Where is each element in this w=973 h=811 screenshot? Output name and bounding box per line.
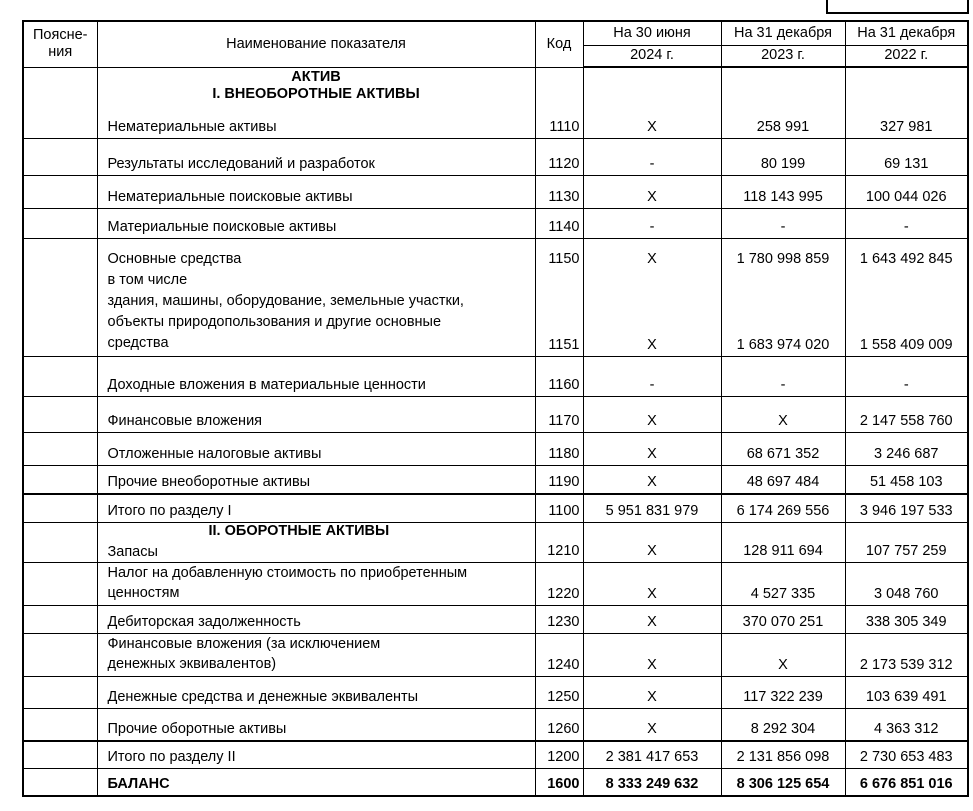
row-value-2024: - — [583, 357, 721, 397]
row-value-2024: - — [583, 208, 721, 238]
row-value-2023: 2 131 856 098 — [721, 741, 845, 769]
row-value-2022: 4 363 312 — [845, 709, 968, 741]
table-row — [23, 270, 968, 357]
row-name: Денежные средства и денежные эквиваленты — [97, 677, 535, 709]
row-code: 1140 — [535, 208, 583, 238]
row-value-2023: 258 991 — [721, 111, 845, 138]
header-col2: На 31 декабря — [721, 21, 845, 45]
row-value-2022: 69 131 — [845, 138, 968, 175]
row-value-2024: X — [583, 433, 721, 466]
row-value-2022: 3 946 197 533 — [845, 494, 968, 523]
row-name: Результаты исследований и разработок — [97, 138, 535, 175]
table-row — [23, 563, 968, 606]
top-frame-box — [826, 0, 969, 14]
row-value-2023: 6 174 269 556 — [721, 494, 845, 523]
row-value-2024: X — [583, 523, 721, 563]
header-col2-year: 2023 г. — [721, 45, 845, 67]
row-value-2022: 51 458 103 — [845, 466, 968, 494]
row-code: 1170 — [535, 397, 583, 433]
row-name: Нематериальные активы — [97, 111, 535, 138]
table-row — [23, 523, 968, 563]
row-code: 1100 — [535, 494, 583, 523]
row-value-2023: - — [721, 208, 845, 238]
header-row — [23, 21, 968, 45]
row-value-2023: 1 683 974 020 — [721, 270, 845, 357]
row-name: Финансовые вложения — [97, 397, 535, 433]
row-name: в том числе здания, машины, оборудование, земельные участки, объекты природопользования и другие основные средства — [97, 270, 535, 357]
row-name: Основные средства — [97, 238, 535, 270]
row-code: 1110 — [535, 111, 583, 138]
total-row-section2 — [23, 741, 968, 769]
table-row — [23, 238, 968, 270]
row-name: Материальные поисковые активы — [97, 208, 535, 238]
row-code: 1150 — [535, 238, 583, 270]
header-code: Код — [535, 21, 583, 67]
row-code: 1120 — [535, 138, 583, 175]
row-value-2024: X — [583, 606, 721, 634]
row-value-2023: - — [721, 357, 845, 397]
row-value-2024: X — [583, 677, 721, 709]
header-col1: На 30 июня — [583, 21, 721, 45]
row-code: 1200 — [535, 741, 583, 769]
header-name: Наименование показателя — [97, 21, 535, 67]
section-heading-row — [23, 67, 968, 111]
row-value-2022: 338 305 349 — [845, 606, 968, 634]
row-name: Отложенные налоговые активы — [97, 433, 535, 466]
row-value-2022: 2 730 653 483 — [845, 741, 968, 769]
section-title-noncurrent: I. ВНЕОБОРОТНЫЕ АКТИВЫ — [212, 85, 420, 102]
row-value-2022: 107 757 259 — [845, 523, 968, 563]
row-code: 1230 — [535, 606, 583, 634]
row-value-2022: 3 246 687 — [845, 433, 968, 466]
row-value-2022: 6 676 851 016 — [845, 769, 968, 796]
section-title-current: II. ОБОРОТНЫЕ АКТИВЫ — [208, 523, 390, 539]
table-row — [23, 433, 968, 466]
table-row — [23, 111, 968, 138]
row-code: 1151 — [535, 270, 583, 357]
row-code: 1250 — [535, 677, 583, 709]
table-row — [23, 634, 968, 677]
row-name: БАЛАНС — [97, 769, 535, 796]
row-value-2024: X — [583, 466, 721, 494]
header-col3: На 31 декабря — [845, 21, 968, 45]
header-col1-year: 2024 г. — [583, 45, 721, 67]
row-value-2023: 4 527 335 — [721, 563, 845, 606]
table-row — [23, 677, 968, 709]
row-value-2023: 1 780 998 859 — [721, 238, 845, 270]
row-name: Итого по разделу I — [97, 494, 535, 523]
row-value-2023: 68 671 352 — [721, 433, 845, 466]
row-code: 1600 — [535, 769, 583, 796]
table-row — [23, 208, 968, 238]
row-value-2023: 117 322 239 — [721, 677, 845, 709]
row-value-2024: - — [583, 138, 721, 175]
row-value-2022: - — [845, 357, 968, 397]
row-value-2024: 8 333 249 632 — [583, 769, 721, 796]
row-value-2022: 1 558 409 009 — [845, 270, 968, 357]
table-row — [23, 709, 968, 741]
table-row — [23, 175, 968, 208]
row-code: 1220 — [535, 563, 583, 606]
row-value-2024: X — [583, 175, 721, 208]
row-value-2024: 5 951 831 979 — [583, 494, 721, 523]
section-heading — [97, 67, 535, 111]
row-value-2023: 8 292 304 — [721, 709, 845, 741]
row-value-2024: X — [583, 563, 721, 606]
row-value-2023: 48 697 484 — [721, 466, 845, 494]
row-code: 1160 — [535, 357, 583, 397]
row-name: Запасы — [107, 544, 158, 560]
row-name: Нематериальные поисковые активы — [97, 175, 535, 208]
table-row — [23, 138, 968, 175]
row-value-2023: 128 911 694 — [721, 523, 845, 563]
row-value-2023: 8 306 125 654 — [721, 769, 845, 796]
header-col3-year: 2022 г. — [845, 45, 968, 67]
total-row-section1 — [23, 494, 968, 523]
row-value-2022: 2 147 558 760 — [845, 397, 968, 433]
row-value-2024: X — [583, 238, 721, 270]
section-title-asset: АКТИВ — [291, 68, 341, 85]
row-value-2022: 3 048 760 — [845, 563, 968, 606]
row-code: 1210 — [535, 523, 583, 563]
row-value-2023: 80 199 — [721, 138, 845, 175]
section2-cell — [97, 523, 535, 563]
row-code: 1130 — [535, 175, 583, 208]
row-value-2024: X — [583, 270, 721, 357]
row-value-2022: 327 981 — [845, 111, 968, 138]
row-name: Прочие внеоборотные активы — [97, 466, 535, 494]
balance-total-row — [23, 769, 968, 796]
row-name: Итого по разделу II — [97, 741, 535, 769]
row-name: Налог на добавленную стоимость по приобретенным ценностям — [97, 563, 535, 606]
balance-sheet-table — [22, 20, 969, 797]
row-value-2024: X — [583, 111, 721, 138]
row-value-2023: X — [721, 397, 845, 433]
row-code: 1240 — [535, 634, 583, 677]
row-value-2024: X — [583, 709, 721, 741]
row-name: Прочие оборотные активы — [97, 709, 535, 741]
row-value-2022: 2 173 539 312 — [845, 634, 968, 677]
row-code: 1260 — [535, 709, 583, 741]
row-value-2022: 103 639 491 — [845, 677, 968, 709]
row-value-2022: 1 643 492 845 — [845, 238, 968, 270]
row-value-2022: - — [845, 208, 968, 238]
row-value-2023: 370 070 251 — [721, 606, 845, 634]
row-value-2022: 100 044 026 — [845, 175, 968, 208]
row-value-2024: X — [583, 397, 721, 433]
row-code: 1180 — [535, 433, 583, 466]
table-row — [23, 606, 968, 634]
row-value-2024: 2 381 417 653 — [583, 741, 721, 769]
table-row — [23, 397, 968, 433]
table-row — [23, 466, 968, 494]
row-name: Финансовые вложения (за исключением денежных эквивалентов) — [97, 634, 535, 677]
header-notes: Поясне- ния — [23, 21, 97, 67]
row-value-2024: X — [583, 634, 721, 677]
row-name: Дебиторская задолженность — [97, 606, 535, 634]
row-value-2023: 118 143 995 — [721, 175, 845, 208]
table-row — [23, 357, 968, 397]
row-code: 1190 — [535, 466, 583, 494]
row-value-2023: X — [721, 634, 845, 677]
row-name: Доходные вложения в материальные ценности — [97, 357, 535, 397]
